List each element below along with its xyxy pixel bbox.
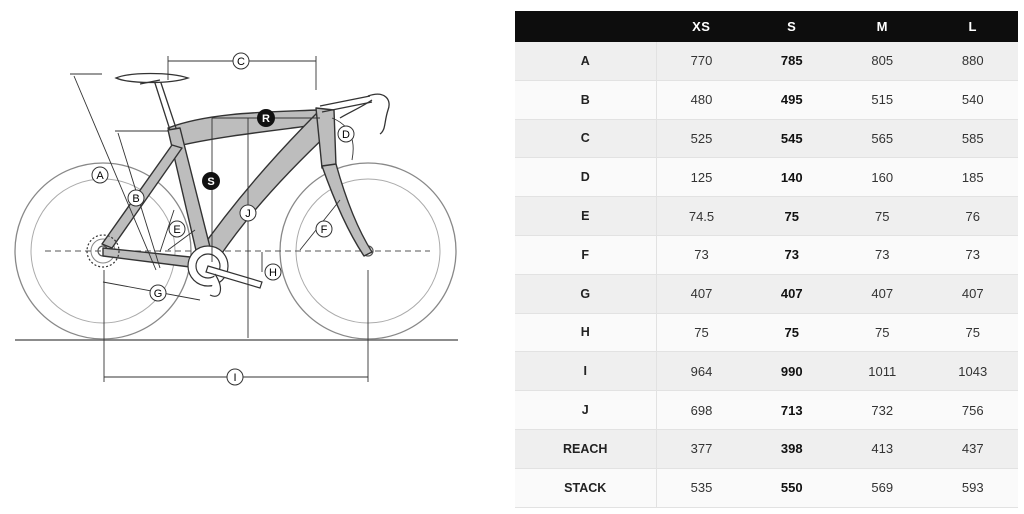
table-cell: 545 (747, 119, 838, 158)
table-row (515, 42, 1018, 80)
table-cell: 75 (837, 197, 928, 236)
row-label: F (515, 235, 656, 274)
table-cell: 1043 (928, 352, 1019, 391)
table-cell: 413 (837, 429, 928, 468)
table-cell: 75 (656, 313, 747, 352)
seatpost-saddle (116, 74, 188, 131)
table-cell: 550 (747, 468, 838, 507)
table-row (515, 197, 1018, 236)
row-label: STACK (515, 468, 656, 507)
table-cell: 990 (747, 352, 838, 391)
table-cell: 73 (656, 235, 747, 274)
table-cell: 140 (747, 158, 838, 197)
table-cell: 569 (837, 468, 928, 507)
table-cell: 480 (656, 80, 747, 119)
table-cell: 805 (837, 42, 928, 80)
header-row (515, 11, 1018, 42)
row-label: A (515, 42, 656, 80)
table-cell: 398 (747, 429, 838, 468)
table-cell: 535 (656, 468, 747, 507)
marker-c (233, 53, 249, 69)
table-row (515, 313, 1018, 352)
table-cell: 525 (656, 119, 747, 158)
table-cell: 698 (656, 391, 747, 430)
table-cell: 565 (837, 119, 928, 158)
svg-text:A: A (96, 170, 104, 182)
svg-text:E: E (173, 224, 181, 236)
table-cell: 732 (837, 391, 928, 430)
marker-g (150, 285, 166, 301)
marker-r (257, 109, 275, 127)
row-label: D (515, 158, 656, 197)
marker-a (92, 167, 108, 183)
table-cell: 407 (837, 274, 928, 313)
table-row (515, 119, 1018, 158)
table-cell: 73 (837, 235, 928, 274)
table-cell: 495 (747, 80, 838, 119)
table-row (515, 391, 1018, 430)
table-cell: 73 (747, 235, 838, 274)
svg-text:J: J (245, 208, 251, 220)
marker-e (169, 221, 185, 237)
table-cell: 185 (928, 158, 1019, 197)
table-row (515, 80, 1018, 119)
table-cell: 1011 (837, 352, 928, 391)
row-label: B (515, 80, 656, 119)
svg-text:B: B (132, 193, 140, 205)
table-cell: 407 (928, 274, 1019, 313)
table-cell: 964 (656, 352, 747, 391)
row-label: J (515, 391, 656, 430)
table-cell: 407 (747, 274, 838, 313)
table-cell: 540 (928, 80, 1019, 119)
row-label: G (515, 274, 656, 313)
marker-j (240, 205, 256, 221)
table-cell: 125 (656, 158, 747, 197)
header-cell (515, 11, 656, 42)
marker-b (128, 190, 144, 206)
row-label: C (515, 119, 656, 158)
bike-frame (102, 108, 372, 268)
svg-text:D: D (342, 129, 350, 141)
row-label: E (515, 197, 656, 236)
table-cell: 437 (928, 429, 1019, 468)
header-cell: L (928, 11, 1019, 42)
header-cell: XS (656, 11, 747, 42)
header-cell: S (747, 11, 838, 42)
table-cell: 756 (928, 391, 1019, 430)
table-cell: 407 (656, 274, 747, 313)
table-row (515, 235, 1018, 274)
marker-f (316, 221, 332, 237)
svg-text:H: H (269, 267, 277, 279)
table-cell: 713 (747, 391, 838, 430)
table-cell: 593 (928, 468, 1019, 507)
table-cell: 74.5 (656, 197, 747, 236)
table-cell: 75 (928, 313, 1019, 352)
svg-text:R: R (262, 113, 270, 125)
table-row (515, 352, 1018, 391)
table-cell: 73 (928, 235, 1019, 274)
table-cell: 785 (747, 42, 838, 80)
svg-text:G: G (153, 288, 163, 300)
geometry-table (515, 11, 1018, 508)
marker-h (265, 264, 281, 280)
svg-text:C: C (237, 56, 245, 68)
svg-text:F: F (320, 224, 328, 236)
row-label: I (515, 352, 656, 391)
row-label: H (515, 313, 656, 352)
table-cell: 770 (656, 42, 747, 80)
table-row (515, 468, 1018, 507)
row-label: REACH (515, 429, 656, 468)
table-cell: 76 (928, 197, 1019, 236)
svg-text:I: I (233, 372, 237, 384)
bike-geometry-diagram (0, 0, 500, 514)
header-cell: M (837, 11, 928, 42)
table-cell: 160 (837, 158, 928, 197)
table-cell: 75 (837, 313, 928, 352)
table-row (515, 429, 1018, 468)
marker-s (202, 172, 220, 190)
table-row (515, 158, 1018, 197)
table-cell: 75 (747, 197, 838, 236)
table-cell: 75 (747, 313, 838, 352)
table-cell: 880 (928, 42, 1019, 80)
table-cell: 377 (656, 429, 747, 468)
marker-i (227, 369, 243, 385)
marker-d (338, 126, 354, 142)
svg-text:S: S (207, 176, 215, 188)
table-row (515, 274, 1018, 313)
table-cell: 515 (837, 80, 928, 119)
table-cell: 585 (928, 119, 1019, 158)
